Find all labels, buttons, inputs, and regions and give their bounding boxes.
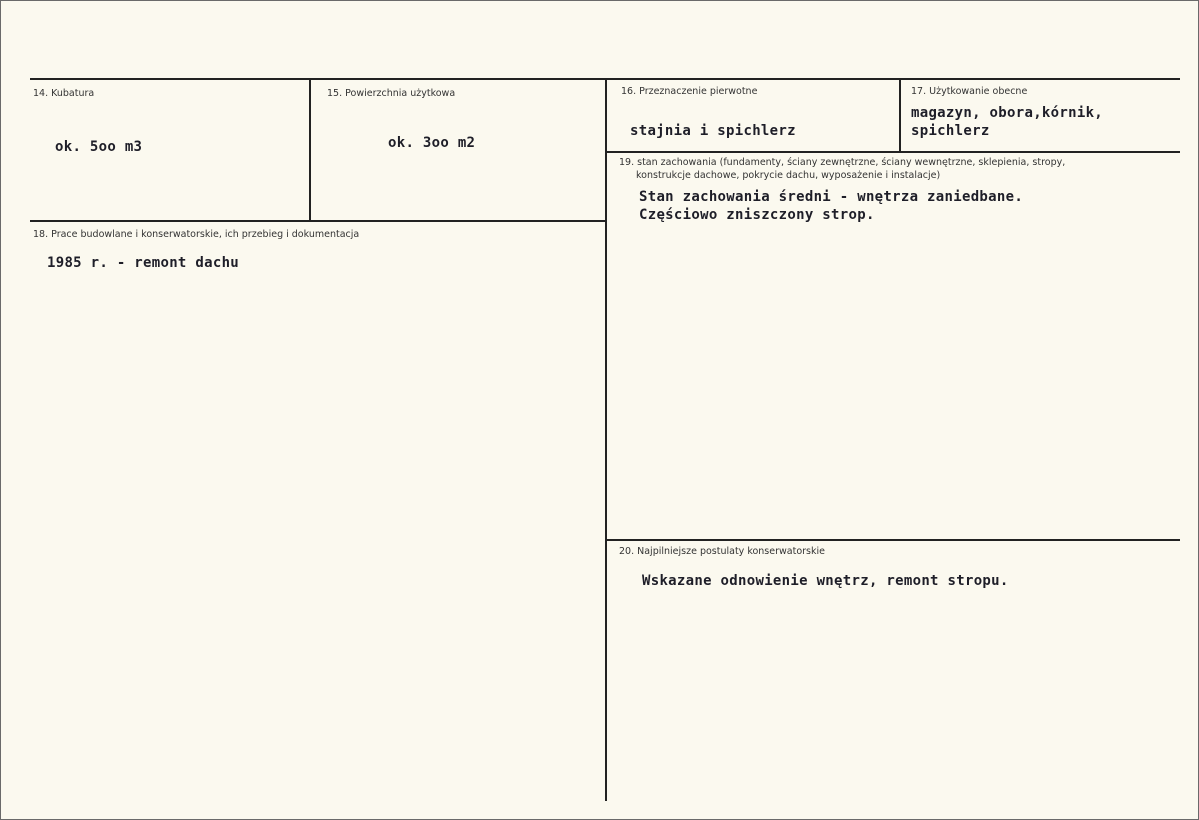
divider-14-15 xyxy=(309,79,311,221)
field-19-value-line2: Częściowo zniszczony strop. xyxy=(639,207,875,223)
field-18-value: 1985 r. - remont dachu xyxy=(47,255,240,271)
field-19-label-line1: 19. stan zachowania (fundamenty, ściany zewnętrzne, ściany wewnętrzne, sklepienia, stropy, xyxy=(619,157,1066,168)
field-16-value: stajnia i spichlerz xyxy=(630,123,796,139)
field-14-value: ok. 5oo m3 xyxy=(55,139,143,155)
field-20-label: 20. Najpilniejsze postulaty konserwatorskie xyxy=(619,546,825,557)
rule-below-16-17 xyxy=(606,151,1180,153)
field-18-label: 18. Prace budowlane i konserwatorskie, ich przebieg i dokumentacja xyxy=(33,229,360,240)
field-15-value: ok. 3oo m2 xyxy=(388,135,476,151)
field-15-label: 15. Powierzchnia użytkowa xyxy=(327,88,456,99)
field-17-value-line2: spichlerz xyxy=(911,123,990,139)
field-19-label-line2: konstrukcje dachowe, pokrycie dachu, wyposażenie i instalacje) xyxy=(636,170,941,181)
field-20-value: Wskazane odnowienie wnętrz, remont stropu. xyxy=(642,573,1009,589)
divider-16-17 xyxy=(899,79,901,152)
rule-above-20 xyxy=(606,539,1180,541)
field-14-label: 14. Kubatura xyxy=(33,88,95,99)
field-16-label: 16. Przeznaczenie pierwotne xyxy=(621,86,758,97)
field-17-value-line1: magazyn, obora,kórnik, xyxy=(911,105,1104,121)
center-divider xyxy=(605,79,607,801)
field-17-label: 17. Użytkowanie obecne xyxy=(911,86,1028,97)
rule-below-14-15 xyxy=(30,220,605,222)
field-19-value-line1: Stan zachowania średni - wnętrza zaniedbane. xyxy=(639,189,1024,205)
